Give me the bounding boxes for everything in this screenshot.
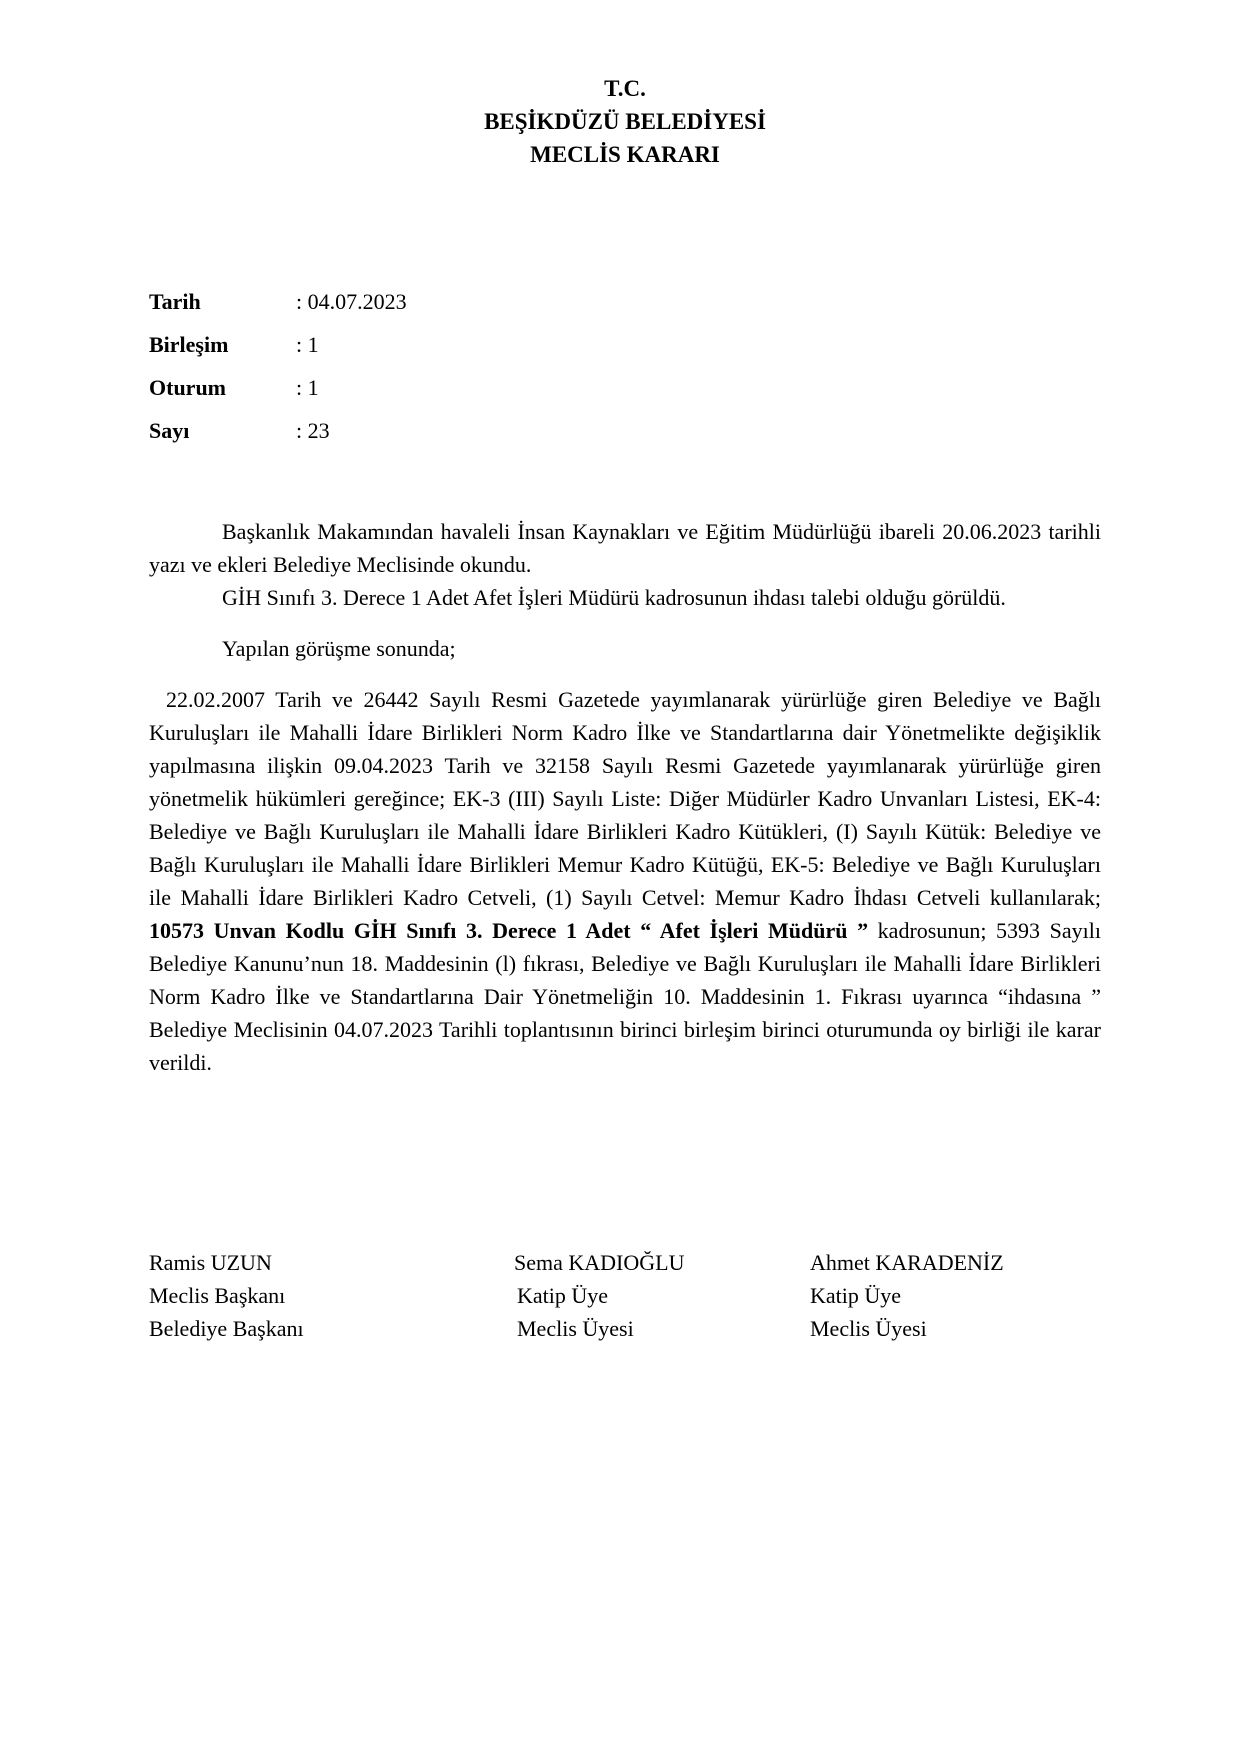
decision-text-start: 22.02.2007 Tarih ve 26442 Sayılı Resmi Gazetede yayımlanarak yürürlüğe giren Belediye ve Bağlı Kuruluşları ile Mahalli İdare Birlikleri Norm Kadro İlke ve Standartlarına dair Yönetmelikte değişiklik yapılmasına ilişkin 09.04.2023 Tarih ve 32158 Sayılı Resmi Gazetede yayımlanarak yürürlüğe giren yönetmelik hükümleri gereğince; EK-3 (III) Sayılı Liste: Diğer Müdürler Kadro Unvanları Listesi, EK-4: Belediye ve Bağlı Kuruluşları ile Mahalli İdare Birlikleri Kadro Kütükleri, (I) Sayılı Kütük: Belediye ve Bağlı Kuruluşları ile Mahalli İdare Birlikleri Memur Kadro Kütüğü, EK-5: Belediye ve Bağlı Kuruluşları ile Mahalli İdare Birlikleri Kadro Cetveli, (1) Sayılı Cetvel: Memur Kadro İhdası Cetveli kullanılarak; [149, 687, 1101, 910]
paragraph-request: GİH Sınıfı 3. Derece 1 Adet Afet İşleri Müdürü kadrosunun ihdası talebi olduğu görüldü. [222, 585, 1006, 610]
meta-value: : 1 [296, 332, 319, 357]
signatory-name: Ahmet KARADENİZ [810, 1250, 1004, 1275]
meta-value: : 1 [296, 375, 319, 400]
decision-body [149, 515, 1101, 1079]
meta-label: Tarih [149, 289, 201, 314]
meta-row-session [149, 330, 407, 373]
meta-label: Birleşim [149, 332, 229, 357]
signatory-name: Ramis UZUN [149, 1250, 272, 1275]
signature-block-2 [514, 1246, 684, 1345]
signatory-role: Katip Üye [517, 1283, 609, 1308]
signatory-role: Meclis Üyesi [810, 1316, 927, 1341]
meta-value: : 04.07.2023 [296, 289, 407, 314]
signatory-name: Sema KADIOĞLU [514, 1250, 685, 1275]
header-decision-title: MECLİS KARARI [530, 142, 720, 167]
paragraph-decision [149, 683, 1101, 1079]
signature-block-3 [810, 1246, 1004, 1345]
signatory-role: Meclis Başkanı [149, 1283, 286, 1308]
decision-text-end: kadrosunun; 5393 Sayılı Belediye Kanunu’nun 18. Maddesinin (l) fıkrası, Belediye ve Bağlı Kuruluşları ile Mahalli İdare Birlikleri Norm Kadro İlke ve Standartlarına Dair Yönetmeliğin 10. Maddesinin 1. Fıkrası uyarınca “ihdasına ” Belediye Meclisinin 04.07.2023 Tarihli toplantısının birinci birleşim birinci oturumunda oy birliği ile karar verildi. [149, 918, 1101, 1075]
meta-label: Oturum [149, 375, 226, 400]
document-header [0, 72, 1240, 171]
signatory-role: Katip Üye [810, 1283, 902, 1308]
meta-value: : 23 [296, 418, 330, 443]
signatory-role: Meclis Üyesi [517, 1316, 634, 1341]
meta-row-date [149, 287, 407, 330]
header-municipality: BEŞİKDÜZÜ BELEDİYESİ [484, 109, 766, 134]
header-tc: T.C. [604, 76, 646, 101]
paragraph-referral: Başkanlık Makamından havaleli İnsan Kaynakları ve Eğitim Müdürlüğü ibareli 20.06.2023 tarihli yazı ve ekleri Belediye Meclisinde okundu. [149, 519, 1101, 577]
signature-block-1 [149, 1246, 304, 1345]
paragraph-discussion: Yapılan görüşme sonunda; [222, 636, 456, 661]
meta-row-sitting [149, 373, 407, 416]
decision-text-bold: 10573 Unvan Kodlu GİH Sınıfı 3. Derece 1 Adet “ Afet İşleri Müdürü ” [149, 918, 869, 943]
signatory-role: Belediye Başkanı [149, 1316, 304, 1341]
meta-row-number [149, 416, 407, 459]
decision-meta [149, 287, 407, 459]
meta-label: Sayı [149, 418, 190, 443]
